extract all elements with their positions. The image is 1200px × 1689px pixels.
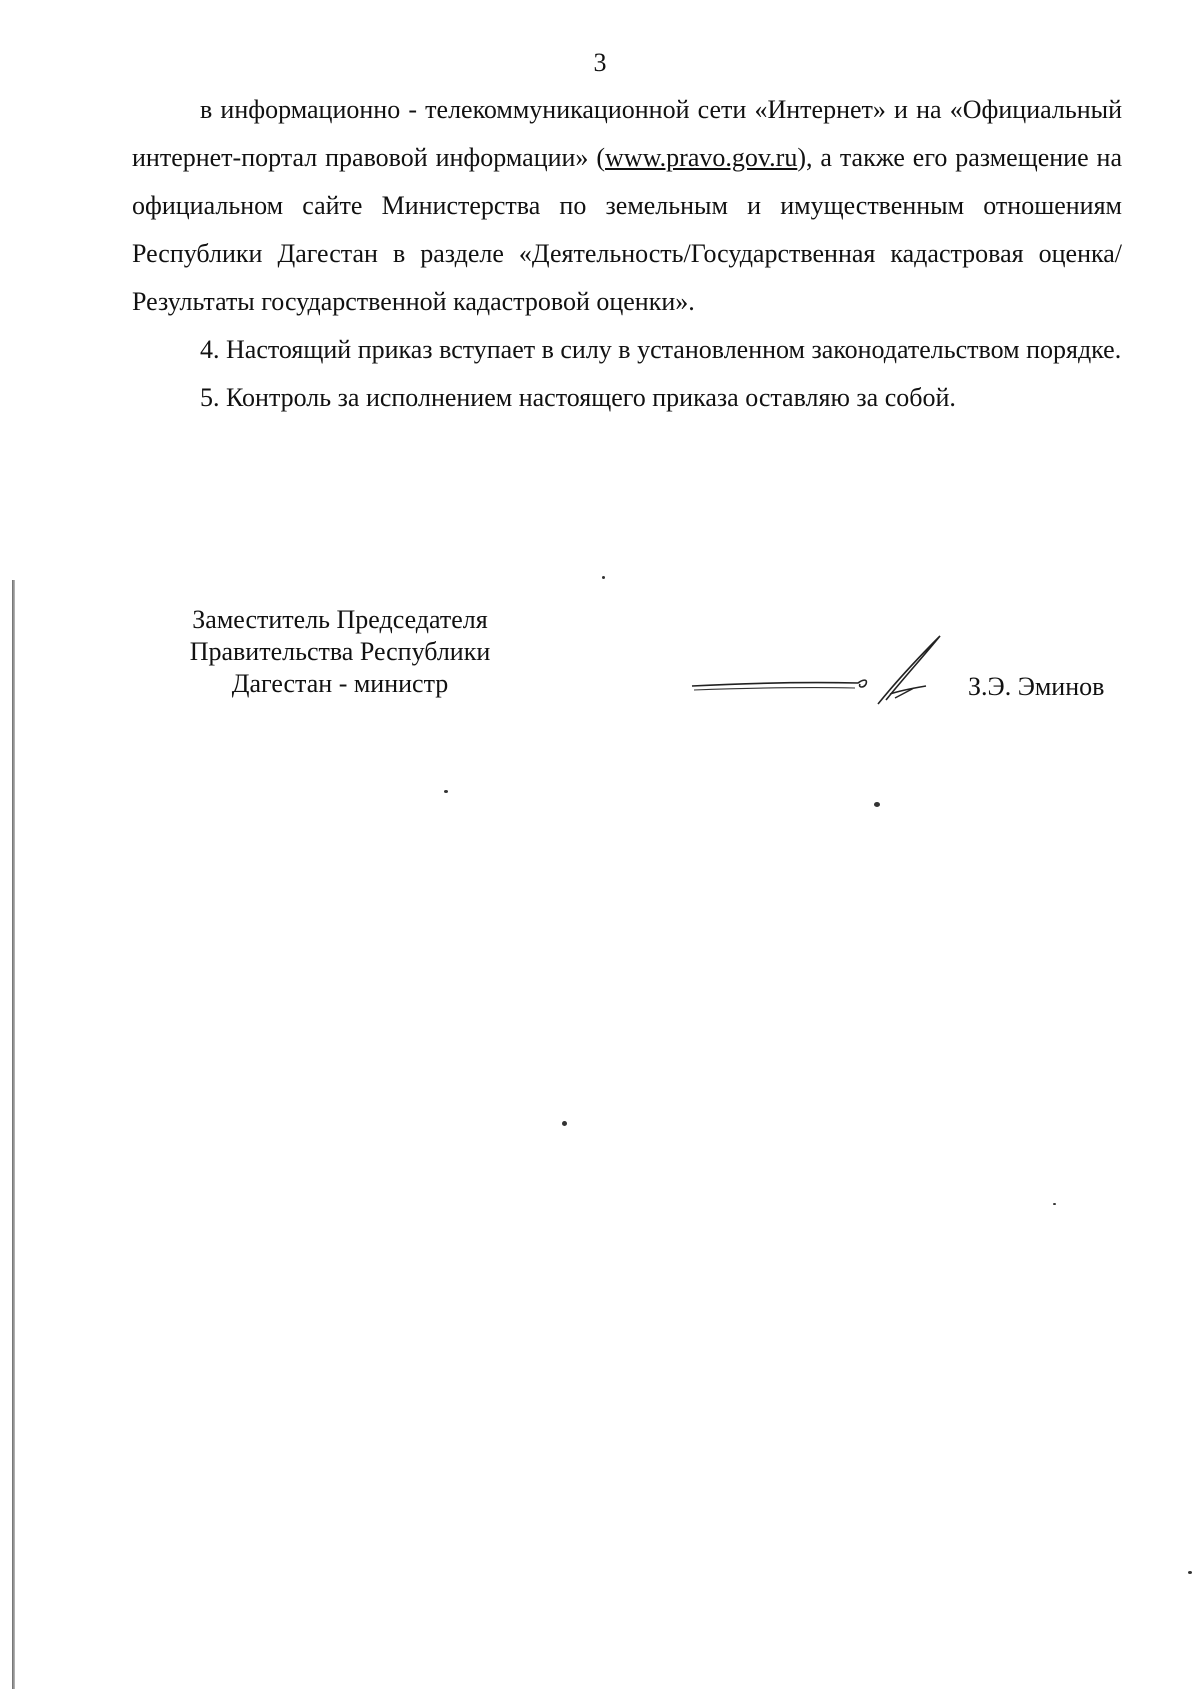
scan-speck [444, 790, 448, 793]
signatory-title [150, 604, 530, 700]
pravo-gov-link[interactable]: www.pravo.gov.ru [605, 143, 798, 172]
paragraph-publication-text-start: в информационно - телекоммуникационной сети «Интернет» и на «Официальный интернет-портал правовой информации» ( [132, 95, 1122, 172]
scan-edge-shadow [12, 580, 15, 1689]
document-body [132, 86, 1122, 422]
paragraph-publication [132, 86, 1122, 326]
paragraph-4-effective: 4. Настоящий приказ вступает в силу в установленном законодательством порядке. [200, 335, 1122, 364]
paragraph-5-control: 5. Контроль за исполнением настоящего приказа оставляю за собой. [200, 383, 956, 412]
scan-speck [602, 576, 605, 579]
scan-speck [1053, 1203, 1056, 1205]
signatory-title-line-2: Правительства Республики [189, 637, 491, 666]
signatory-title-line-3: Дагестан - министр [231, 669, 449, 698]
signatory-title-line-1: Заместитель Председателя [192, 605, 488, 634]
scan-speck [1188, 1571, 1192, 1574]
scan-speck [874, 802, 880, 807]
page-number: 3 [593, 48, 607, 77]
paragraph-publication-text-end: ), а также его размещение на официальном сайте Министерства по земельным и имущественным отношениям Республики Дагестан в разделе «Деятельность/Государственная кадастровая оценка/Результаты государственной кадастровой оценки». [132, 143, 1122, 316]
scan-speck [562, 1121, 567, 1126]
handwritten-signature [690, 628, 950, 718]
signer-name: З.Э. Эминов [968, 672, 1105, 701]
